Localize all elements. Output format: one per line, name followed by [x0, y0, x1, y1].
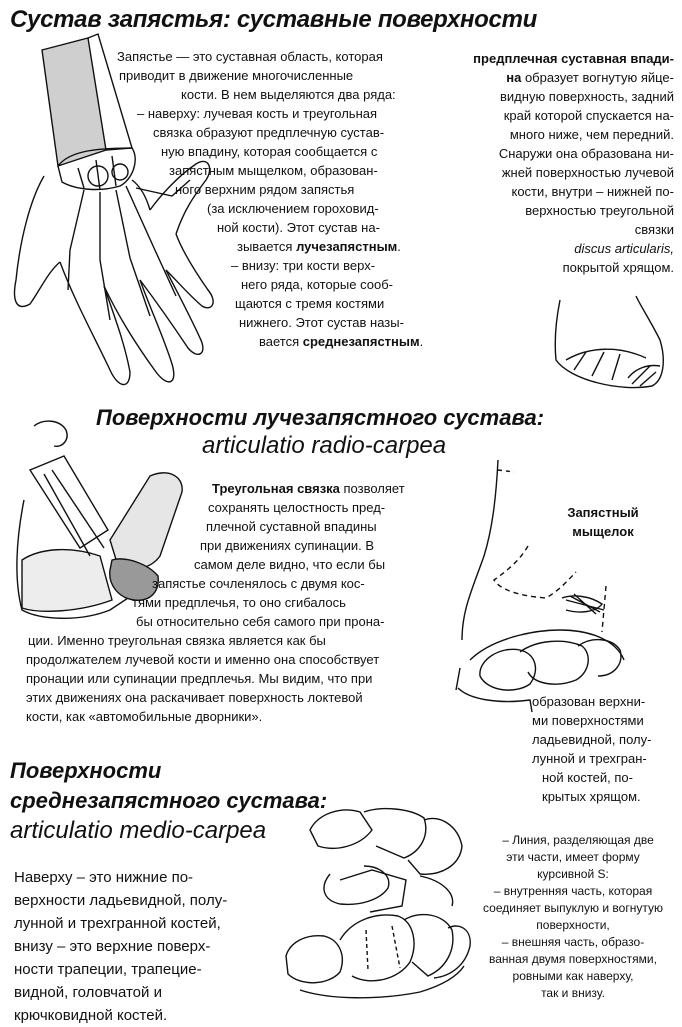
text-line: эти части, имеет форму [506, 850, 640, 864]
text-line: – Линия, разделяющая две [502, 833, 654, 847]
text-line: плечной суставной впадины [206, 519, 377, 534]
section-1-title: Сустав запястья: суставные поверхности [10, 6, 537, 33]
text-line: Треугольная связка позволяет [212, 481, 405, 496]
section-2-title: Поверхности лучезапястного сустава: [96, 405, 545, 430]
text-line: покрытой хрящом. [562, 260, 674, 275]
section-3-latin-title: articulatio medio-carpea [10, 817, 267, 844]
text-line: при движениях супинации. В [200, 538, 374, 553]
text-line: образован верхни- [532, 694, 646, 709]
text-line: крытых хрящом. [542, 789, 641, 804]
text-line: кости, как «автомобильные дворники». [26, 709, 263, 724]
text-line: крючковидной костей. [14, 1007, 168, 1024]
text-line: видную поверхность, задний [500, 89, 674, 104]
text-line: ми поверхностями [532, 713, 644, 728]
text-line: вается среднезапястным. [259, 334, 424, 349]
text-line: Запястье — это суставная область, которая [117, 49, 383, 64]
text-line: много ниже, чем передний. [509, 127, 674, 142]
text-line: ции. Именно треугольная связка является как бы [28, 633, 326, 648]
text-line: ладьевидной, полу- [532, 732, 652, 747]
text-line: связка образуют предплечную сустав- [153, 125, 385, 140]
text-line: приводит в движение многочисленные [119, 68, 354, 83]
text-line: кости, внутри – нижней по- [511, 184, 674, 199]
text-line: – внизу: три кости верх- [231, 258, 376, 273]
text-line: этих движениях она раскачивает поверхность локтевой [26, 690, 363, 705]
section-3-right-text [472, 832, 674, 1002]
section-3-subtitle: среднезапястного сустава: [10, 788, 328, 813]
text-line: мыщелок [572, 524, 634, 539]
text-line: край которой спускается на- [503, 108, 674, 123]
text-line: ной костей, по- [542, 770, 633, 785]
text-line: запястье сочленялось с двумя кос- [152, 576, 365, 591]
text-line: ного верхним рядом запястья [175, 182, 355, 197]
text-line: видной, головчатой и [14, 984, 162, 1001]
text-line: пронации или супинации предплечья. Мы видим, что при [26, 671, 373, 686]
text-line: discus articularis, [574, 241, 674, 256]
text-line: внизу – это верхние поверх- [14, 938, 211, 955]
text-line: тями предплечья, то оно сгибалось [132, 595, 346, 610]
text-line: нижнего. Этот сустав назы- [239, 315, 404, 330]
text-line: Запястный [567, 505, 639, 520]
text-line: на образует вогнутую яйце- [506, 70, 674, 85]
text-line: – внешняя часть, образо- [501, 935, 645, 949]
text-line: Наверху – это нижние по- [14, 869, 194, 886]
text-line: лунной и трехгранной костей, [14, 915, 221, 932]
text-line: бы относительно себя самого при прона- [136, 614, 385, 629]
text-line: ной кости). Этот сустав на- [217, 220, 380, 235]
text-line: соединяет выпуклую и вогнутую [483, 901, 663, 915]
text-line: сохранять целостность пред- [208, 500, 386, 515]
text-line: – внутренняя часть, которая [493, 884, 653, 898]
text-line: поверхности, [536, 918, 610, 932]
text-line: лунной и трехгран- [532, 751, 647, 766]
section-3-title: Поверхности [10, 758, 162, 783]
text-line: ровными как наверху, [512, 969, 634, 983]
text-line: предплечная суставная впади- [473, 51, 674, 66]
text-line: него ряда, которые сооб- [241, 277, 393, 292]
text-line: (за исключением гороховид- [207, 201, 379, 216]
section-2-latin-title: articulatio radio-carpea [202, 432, 447, 459]
text-line: верхностью треугольной [525, 203, 674, 218]
text-line: запястным мыщелком, образован- [169, 163, 378, 178]
text-line: связки [634, 222, 674, 237]
text-line: щаются с тремя костями [235, 296, 385, 311]
text-line: Снаружи она образована ни- [498, 146, 674, 161]
text-line: кости. В нем выделяются два ряда: [181, 87, 396, 102]
text-line: ванная двумя поверхностями, [489, 952, 657, 966]
text-line: курсивной S: [537, 867, 609, 881]
text-line: самом деле видно, что если бы [194, 557, 386, 572]
text-line: верхности ладьевидной, полу- [14, 892, 228, 909]
text-line: ную впадину, которая сообщается с [161, 144, 378, 159]
text-line: – наверху: лучевая кость и треугольная [137, 106, 378, 121]
text-line: ности трапеции, трапецие- [14, 961, 202, 978]
text-line: зывается лучезапястным. [237, 239, 401, 254]
text-line: так и внизу. [541, 986, 605, 1000]
text-line: жней поверхностью лучевой [501, 165, 674, 180]
text-line: продолжателем лучевой кости и именно она способствует [26, 652, 380, 667]
